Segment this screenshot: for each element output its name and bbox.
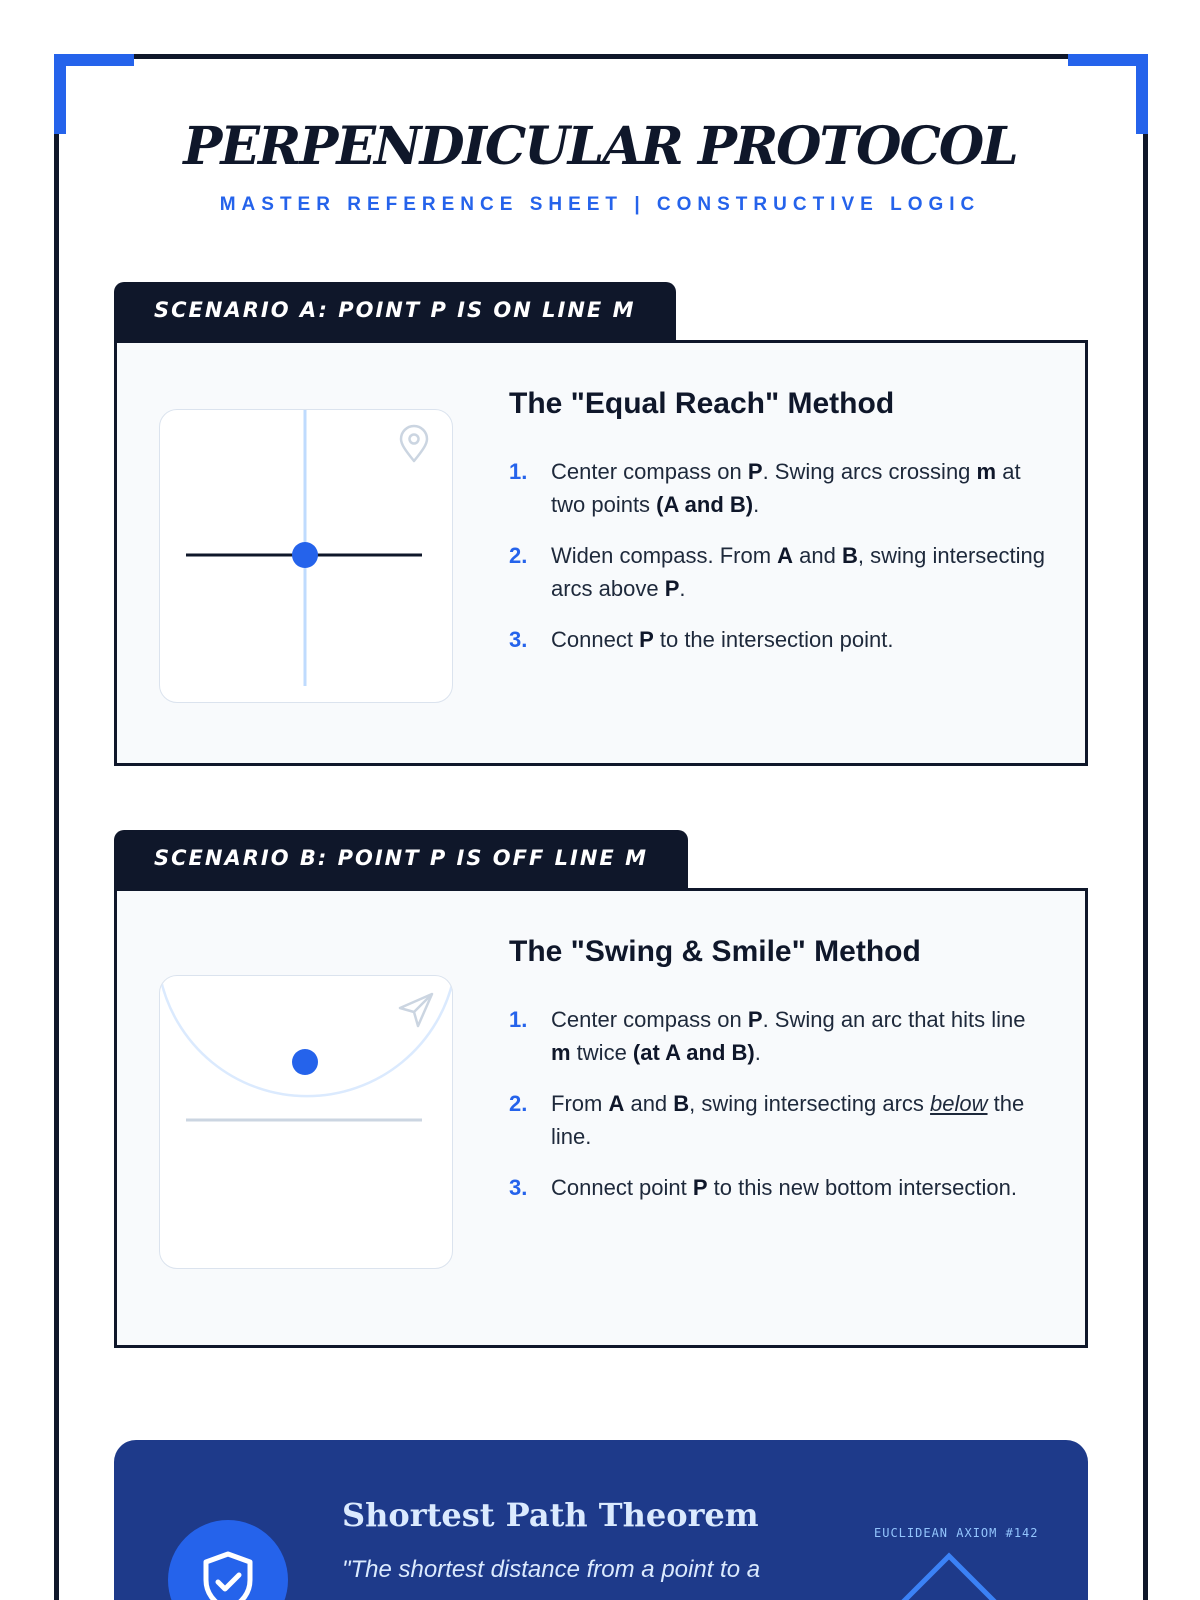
step-number: 3. [509,1175,528,1200]
step-number: 1. [509,1007,528,1032]
step-term: A [777,543,794,568]
step-text: . Swing an arc that hits line [762,1007,1026,1032]
step-text: the line. [551,1091,1025,1149]
step-term: B [842,543,858,568]
step-emphasis: below [930,1091,988,1116]
step-item [509,455,1049,521]
scenario-b-tab: SCENARIO B: POINT P IS OFF LINE M [114,830,688,894]
send-icon [400,994,432,1026]
step-term: P [747,1007,763,1032]
page-subtitle: MASTER REFERENCE SHEET | CONSTRUCTIVE LOGIC [219,194,981,215]
step-text: . Swing arcs crossing [762,459,977,484]
step-text: . [754,1040,761,1065]
theorem-badge [168,1520,288,1600]
step-text: , swing intersecting arcs [689,1091,931,1116]
step-text: to the intersection point. [653,627,894,652]
step-text: twice [570,1040,633,1065]
scenario-b-steps [509,1003,1049,1222]
step-text: Connect [551,627,640,652]
step-number: 3. [509,627,528,652]
step-text: and [624,1091,674,1116]
scenario-b-method-title: The "Swing & Smile" Method [509,935,921,968]
step-term: (A and B) [656,492,754,517]
step-item [509,539,1049,605]
step-number: 2. [509,543,528,568]
step-text: From [551,1091,609,1116]
step-text: Connect point [551,1175,693,1200]
step-text: , swing intersecting arcs above [551,543,1045,601]
theorem-title: Shortest Path Theorem [342,1496,759,1534]
diamond-graphic [884,1550,1014,1600]
page-title: PERPENDICULAR PROTOCOL [183,116,1017,177]
step-number: 2. [509,1091,528,1116]
step-item [509,1171,1049,1204]
map-pin-icon [401,426,427,461]
step-text: to this new bottom intersection. [707,1175,1017,1200]
step-term: B [673,1091,690,1116]
step-item [509,1003,1049,1069]
point-p [292,542,318,568]
scenario-a-method-title: The "Equal Reach" Method [509,387,895,420]
scenario-a-diagram [159,409,453,703]
step-text: and [793,543,842,568]
scenario-b-diagram [159,975,453,1269]
step-item [509,623,1049,656]
step-text: . [679,576,686,601]
step-text: Widen compass. From [551,543,778,568]
theorem-quote: "The shortest distance from a point to a [342,1556,761,1583]
step-term: (at A and B) [632,1040,755,1065]
axiom-label: EUCLIDEAN AXIOM #142 [874,1526,1039,1540]
scenario-a-panel [114,340,1088,766]
step-term: A [608,1091,625,1116]
step-number: 1. [509,459,528,484]
step-text: Center compass on [551,459,748,484]
step-term: P [639,627,654,652]
theorem-callout [114,1440,1088,1600]
scenario-b-panel [114,888,1088,1348]
shield-check-icon [168,1520,288,1600]
step-term: P [747,459,763,484]
step-term: P [692,1175,708,1200]
step-term: m [551,1040,571,1065]
step-term: P [664,576,680,601]
step-term: m [976,459,997,484]
point-p [292,1049,318,1075]
step-item [509,1087,1049,1153]
step-text: Center compass on [551,1007,748,1032]
scenario-a-steps [509,455,1049,674]
compass-arc [160,976,453,1096]
step-text: at two points [551,459,1021,517]
scenario-a-tab: SCENARIO A: POINT P IS ON LINE M [114,282,676,346]
step-text: . [753,492,760,517]
scenario-a-construction [160,410,453,703]
scenario-b-construction [160,976,453,1269]
